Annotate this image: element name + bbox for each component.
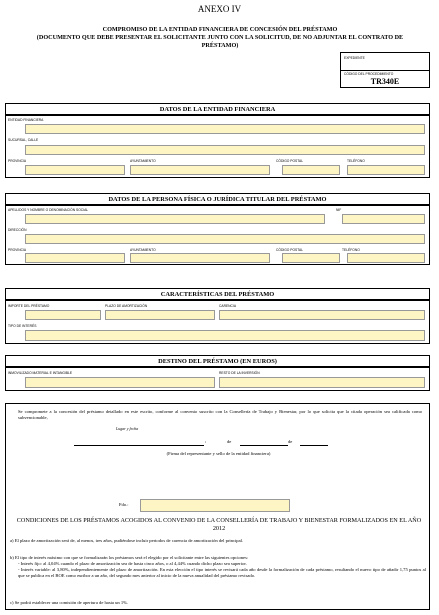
apellidos-label: APELLIDOS Y NOMBRE O DENOMINACIÓN SOCIAL <box>8 208 89 212</box>
signature-caption: (Firma del representante y sello de la entidad financiera) <box>166 451 271 456</box>
admin-box <box>340 52 430 88</box>
financial-entity-title: DATOS DE LA ENTIDAD FINANCIERA <box>159 106 276 113</box>
direccion-field[interactable] <box>25 234 425 244</box>
importe-label: IMPORTE DEL PRÉSTAMO <box>8 304 50 308</box>
plazo-label: PLAZO DE AMORTIZACIÓN <box>105 304 148 308</box>
holder-title: DATOS DE LA PERSONA FÍSICA O JURÍDICA TITULAR DEL PRÉSTAMO <box>108 196 327 203</box>
holder-codigo-postal-field[interactable] <box>282 253 340 263</box>
month-line <box>240 445 288 446</box>
codigo-postal-field[interactable] <box>282 165 340 175</box>
annex-title: ANEXO IV <box>197 4 242 14</box>
apellidos-field[interactable] <box>25 214 325 224</box>
commitment-section: Se compromete a la concesión del préstamo detallado en este escrito, conforme al convenio suscrito con la Consellería de Trabajo y Bienestar, por lo que solicita que la citada operación sea calificada como subvencionable, Lugar y fecha , de de (Firma del representante y sello de la entidad financiera) Fdo.: CONDICIONES DE LOS PRÉSTAMOS ACOGIDOS AL CONVENIO DE LA CONSELLERÍA DE TRABAJO Y BIENESTAR FORMALIZADOS EN EL AÑO 2012 a) El plazo de amortización será de, al menos, tres años, pudiéndose incluir periodos de carencia de amortización del principal. b) El tipo de interés máximo con que se formalizarán los préstamos será el elegido por el solicitante entre las siguientes opciones: - Interés fijo: al 4,04% cuando el plazo de amortización sea de hasta cinco años, o al 4,44% cuando dicho plazo sea superior. - Interés variable: al 3,80%, independientemente del plazo de amortización. En esta elección el tipo interés se revisará cada año desde la formalización de cada préstamo, resultando el nuevo tipo de añadir 1,75 puntos al que se publica en el BOE como euribor a un año, del segundo mes anterior al inicio de la nueva anualidad del préstamo revisado. c) Se podrá establecer una comisión de apertura de hasta un 1%. <box>5 403 430 610</box>
tipo-interes-label: TIPO DE INTERÉS <box>8 324 37 328</box>
document-heading <box>20 26 420 50</box>
sucursal-field[interactable] <box>25 145 425 155</box>
destination-section <box>5 367 430 391</box>
condition-b-variable: - Interés variable: al 3,80%, independientemente del plazo de amortización. En esta elección el tipo interés se revisará cada año desde la formalización de cada préstamo, resultando el nuevo tipo de añadir 1,75 puntos al que se publica en el BOE como euribor a un año, del segundo mes anterior al inicio de la nueva anualidad del préstamo revisado. <box>18 567 426 578</box>
characteristics-title: CARACTERÍSTICAS DEL PRÉSTAMO <box>160 291 275 298</box>
procedure-code-label: CÓDIGO DEL PROCEDIMIENTO <box>344 72 394 76</box>
place-date-line <box>74 445 204 446</box>
ayuntamiento-label: AYUNTAMIENTO <box>130 159 156 163</box>
holder-telefono-label: TELÉFONO <box>342 248 360 252</box>
carencia-label: CARENCIA <box>219 304 237 308</box>
commitment-text: Se compromete a la concesión del préstamo detallado en este escrito, conforme al convenio suscrito con la Consellería de Trabajo y Bienestar, por lo que solicita que la citada operación sea calificada como subvencionable, <box>18 409 422 420</box>
condition-c: c) Se podrá establecer una comisión de apertura de hasta un 1%. <box>10 600 129 605</box>
characteristics-title-box <box>5 288 430 300</box>
condition-b-intro: b) El tipo de interés máximo con que se formalizarán los préstamos será el elegido por el solicitante entre las siguientes opciones: <box>10 555 249 560</box>
holder-provincia-field[interactable] <box>25 253 125 263</box>
inmovilizado-label: INMOVILIZADO MATERIAL E INTANGIBLE <box>8 371 73 375</box>
sucursal-label: SUCURSAL, CALLE <box>8 138 39 142</box>
condition-b-fixed: - Interés fijo: al 4,04% cuando el plazo de amortización sea de hasta cinco años, o al 4,44% cuando dicho plazo sea superior. <box>18 561 247 566</box>
importe-field[interactable] <box>25 310 101 320</box>
holder-provincia-label: PROVINCIA <box>8 248 27 252</box>
conditions-title: CONDICIONES DE LOS PRÉSTAMOS ACOGIDOS AL CONVENIO DE LA CONSELLERÍA DE TRABAJO Y BIENESTAR FORMALIZADOS EN EL AÑO 2012 <box>16 517 422 532</box>
holder-codigo-postal-label: CÓDIGO POSTAL <box>276 248 304 252</box>
place-date-label: Lugar y fecha <box>116 426 139 431</box>
heading-line-1: COMPROMISO DE LA ENTIDAD FINANCIERA DE CONCESIÓN DEL PRÉSTAMO <box>102 26 338 33</box>
expediente-label: EXPEDIENTE <box>344 56 365 60</box>
entidad-field[interactable] <box>25 124 425 134</box>
telefono-field[interactable] <box>347 165 425 175</box>
heading-line-2: (DOCUMENTO QUE DEBE PRESENTAR EL SOLICITANTE JUNTO CON LA SOLICITUD, DE NO ADJUNTAR EL CONTRATO DE PRÉSTAMO) <box>36 34 404 49</box>
financial-entity-section <box>5 115 430 178</box>
holder-ayuntamiento-label: AYUNTAMIENTO <box>130 248 156 252</box>
financial-entity-title-box <box>5 103 430 115</box>
fdo-label: Fdo.: <box>119 502 129 507</box>
fdo-field[interactable] <box>140 499 290 512</box>
holder-telefono-field[interactable] <box>347 253 425 263</box>
date-de-1: de <box>227 439 232 444</box>
resto-label: RESTO DE LA INVERSIÓN <box>219 371 260 375</box>
inmovilizado-field[interactable] <box>25 377 215 388</box>
holder-section <box>5 205 430 265</box>
tipo-interes-field[interactable] <box>25 330 425 341</box>
nif-field[interactable] <box>342 214 425 224</box>
provincia-label: PROVINCIA <box>8 159 27 163</box>
resto-field[interactable] <box>219 377 425 388</box>
plazo-field[interactable] <box>105 310 215 320</box>
provincia-field[interactable] <box>25 165 125 175</box>
codigo-postal-label: CÓDIGO POSTAL <box>276 159 304 163</box>
carencia-field[interactable] <box>219 310 425 320</box>
direccion-label: DIRECCIÓN <box>8 228 27 232</box>
characteristics-section <box>5 300 430 344</box>
condition-a: a) El plazo de amortización será de, al menos, tres años, pudiéndose incluir periodos de carencia de amortización del principal. <box>10 538 244 543</box>
date-de-2: de <box>288 439 293 444</box>
holder-ayuntamiento-field[interactable] <box>130 253 270 263</box>
ayuntamiento-field[interactable] <box>130 165 270 175</box>
nif-label: NIF <box>336 208 342 212</box>
holder-title-box <box>5 193 430 205</box>
destination-title-box <box>5 355 430 367</box>
entidad-label: ENTIDAD FINANCIERA <box>8 118 44 122</box>
destination-title: DESTINO DEL PRÉSTAMO (EN EUROS) <box>158 358 277 365</box>
telefono-label: TELÉFONO <box>347 159 365 163</box>
year-line <box>300 445 328 446</box>
procedure-code: TR340E <box>370 77 400 86</box>
